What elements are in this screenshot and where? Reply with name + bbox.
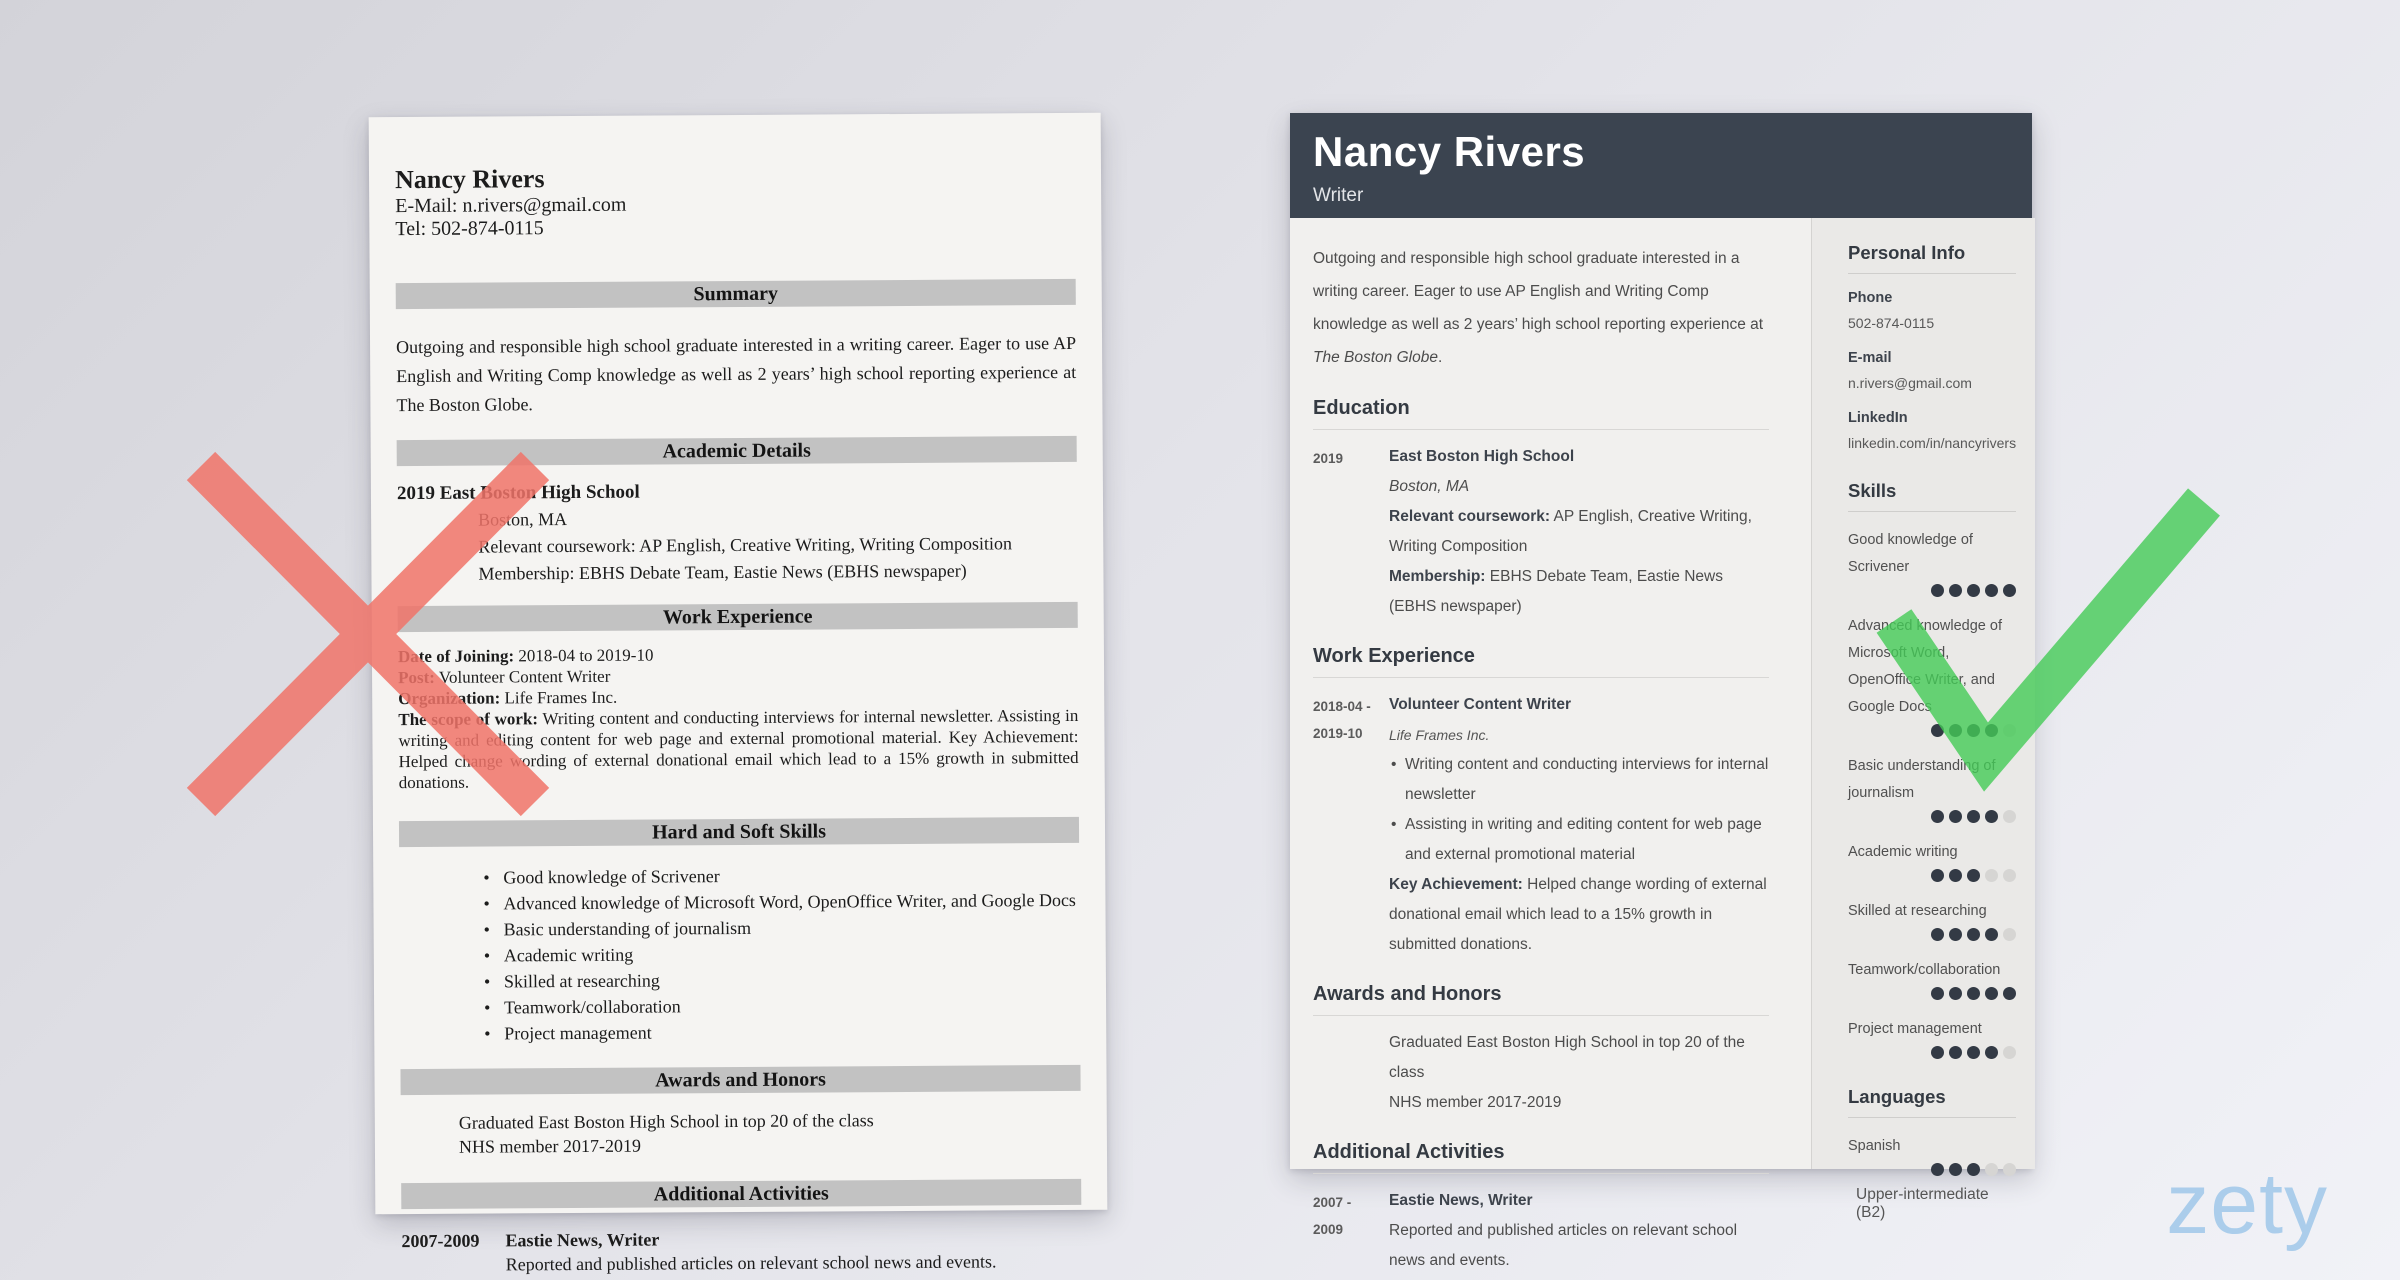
- bad-resume-contact: [395, 191, 1075, 241]
- award-line: Graduated East Boston High School in top 20 of the class: [458, 1110, 874, 1133]
- education-school: East Boston High School: [1389, 448, 1575, 465]
- skills-list: [1848, 527, 2016, 1060]
- good-resume-page: [1290, 113, 2032, 1269]
- skill-item: [1848, 613, 2016, 738]
- dot-empty: [2003, 1046, 2016, 1059]
- skill-item: [1848, 753, 2016, 824]
- section-heading-awards-honors: Awards and Honors: [1313, 983, 1769, 1016]
- section-bar-academic-details: Academic Details: [397, 436, 1077, 466]
- field-value: 502-874-0115: [1848, 315, 1935, 331]
- dot-filled: [1967, 1046, 1980, 1059]
- dot-filled: [1985, 987, 1998, 1000]
- activities-entry: [1313, 1186, 1769, 1276]
- work-bullet-item: • Writing content and conducting interviews for internal newsletter: [1389, 750, 1769, 810]
- bad-work-block: [398, 642, 1079, 793]
- education-entry: [1313, 442, 1769, 622]
- languages-list: [1848, 1133, 2016, 1222]
- skill-item: [1848, 957, 2016, 1001]
- language-level-dots: [1848, 1163, 2016, 1177]
- dot-filled: [1931, 810, 1944, 823]
- section-bar-summary: Summary: [396, 279, 1076, 309]
- field-value: n.rivers@gmail.com: [1848, 375, 1972, 391]
- dot-filled: [2003, 584, 2016, 597]
- activities-dates: 2007 - 2009: [1313, 1195, 1352, 1237]
- work-detail-row: Organization: Life Frames Inc.: [398, 687, 618, 709]
- skill-bullet-item: • Basic understanding of journalism: [400, 913, 1080, 943]
- awards-entry: [1313, 1028, 1769, 1118]
- skill-level-dots: [1848, 869, 2016, 883]
- skill-item: [1848, 839, 2016, 883]
- skill-level-dots: [1848, 584, 2016, 598]
- activity-description: Reported and published articles on relevant school news and events.: [505, 1251, 997, 1275]
- skill-level-dots: [1848, 1046, 2016, 1060]
- dot-filled: [1949, 810, 1962, 823]
- dot-filled: [1967, 810, 1980, 823]
- dot-filled: [1985, 1046, 1998, 1059]
- skill-bullet-item: • Advanced knowledge of Microsoft Word, OpenOffice Writer, and Google Docs: [399, 887, 1079, 917]
- dot-empty: [2003, 810, 2016, 823]
- sidebar-heading-personal-info: Personal Info: [1848, 242, 2016, 274]
- resume-header: [1290, 113, 2032, 218]
- section-bar-awards-honors: Awards and Honors: [400, 1065, 1080, 1095]
- section-bar-work-experience: Work Experience: [398, 602, 1078, 632]
- skill-level-dots: [1848, 810, 2016, 824]
- dot-filled: [1931, 869, 1944, 882]
- dot-filled: [1931, 1046, 1944, 1059]
- dot-filled: [1967, 987, 1980, 1000]
- skill-level-dots: [1848, 724, 2016, 738]
- bad-resume-page: [369, 113, 1108, 1275]
- dot-filled: [1949, 724, 1962, 737]
- work-detail-row: Date of Joining: 2018-04 to 2019-10: [397, 645, 654, 667]
- dot-filled: [1949, 987, 1962, 1000]
- education-location: Boston, MA: [1389, 478, 1470, 495]
- resume-sidebar: [1811, 218, 2035, 1221]
- field-label: Phone: [1848, 290, 1893, 306]
- dot-filled: [1967, 584, 1980, 597]
- bad-skills-list: [399, 861, 1080, 1047]
- work-achievement: Key Achievement: Helped change wording of external donational email which lead to a 15% growth in submitted donations.: [1389, 876, 1767, 953]
- skill-bullet-item: • Skilled at researching: [400, 965, 1080, 995]
- language-level-label: Upper-intermediate (B2): [1856, 1186, 1989, 1221]
- dot-filled: [1985, 810, 1998, 823]
- skill-name: Advanced knowledge of Microsoft Word, OpenOffice Writer, and Google Docs: [1848, 618, 2002, 715]
- dot-filled: [1967, 869, 1980, 882]
- language-item: [1848, 1133, 2016, 1222]
- work-company: Life Frames Inc.: [1389, 727, 1490, 743]
- skill-bullet-item: • Project management: [400, 1017, 1080, 1047]
- personal-info-field: [1848, 347, 2016, 394]
- field-value: linkedin.com/in/nancyrivers: [1848, 435, 2017, 451]
- education-date: 2019: [1313, 451, 1344, 466]
- personal-info-field: [1848, 287, 2016, 334]
- skill-bullet-item: • Academic writing: [400, 939, 1080, 969]
- sidebar-heading-languages: Languages: [1848, 1086, 2016, 1118]
- work-role: Volunteer Content Writer: [1389, 696, 1571, 713]
- dot-filled: [1931, 724, 1944, 737]
- skill-name: Project management: [1848, 1021, 1982, 1037]
- field-label: LinkedIn: [1848, 410, 1908, 426]
- section-bar-additional-activities: Additional Activities: [401, 1179, 1081, 1209]
- dot-filled: [1985, 724, 1998, 737]
- dot-filled: [1931, 987, 1944, 1000]
- good-summary-text: Outgoing and responsible high school graduate interested in a writing career. Eager to use AP English and Writing Comp knowledge as well as 2 years’ high school reporting experience at The Boston Globe.: [1313, 250, 1764, 366]
- skill-item: [1848, 527, 2016, 598]
- contact-line: Tel: 502-874-0115: [395, 217, 544, 241]
- skill-item: [1848, 898, 2016, 942]
- section-heading-additional-activities: Additional Activities: [1313, 1141, 1769, 1174]
- dot-empty: [2003, 928, 2016, 941]
- dot-filled: [1985, 584, 1998, 597]
- bad-school-line: 2019 East Boston High School: [396, 481, 640, 505]
- dot-filled: [1949, 869, 1962, 882]
- dot-empty: [2003, 724, 2016, 737]
- language-name: Spanish: [1848, 1138, 1901, 1154]
- field-label: E-mail: [1848, 350, 1892, 366]
- skill-level-dots: [1848, 987, 2016, 1001]
- bad-awards-list: [401, 1107, 1081, 1159]
- skill-item: [1848, 1016, 2016, 1060]
- dot-filled: [1967, 1163, 1980, 1176]
- dot-empty: [2003, 1163, 2016, 1176]
- bad-resume-name: Nancy Rivers: [394, 164, 545, 195]
- awards-lines: [1389, 1028, 1769, 1118]
- section-bar-hard-soft-skills: Hard and Soft Skills: [399, 817, 1079, 847]
- resume-main-column: [1290, 218, 1811, 1269]
- dot-empty: [1985, 1163, 1998, 1176]
- dot-empty: [1985, 869, 1998, 882]
- work-detail-row: Post: Volunteer Content Writer: [398, 666, 611, 688]
- award-line: Graduated East Boston High School in top 20 of the class: [1389, 1034, 1745, 1081]
- bad-summary-text: Outgoing and responsible high school graduate interested in a writing career. Eager to use AP English and Writing Comp knowledge as well as 2 years’ high school reporting experience at The Boston Globe.: [395, 332, 1077, 416]
- dot-filled: [1949, 584, 1962, 597]
- dot-filled: [2003, 987, 2016, 1000]
- award-line: NHS member 2017-2019: [458, 1135, 641, 1157]
- dot-filled: [1931, 584, 1944, 597]
- zety-logo: zety: [2166, 1156, 2328, 1252]
- activity-role: Eastie News, Writer: [505, 1229, 660, 1251]
- dot-filled: [1949, 928, 1962, 941]
- skill-bullet-item: • Teamwork/collaboration: [400, 991, 1080, 1021]
- education-coursework: Relevant coursework: AP English, Creative Writing, Writing Composition: [1389, 508, 1752, 555]
- work-bullet-list: [1389, 750, 1769, 870]
- dot-filled: [1931, 1163, 1944, 1176]
- personal-info-field: [1848, 407, 2016, 454]
- dot-filled: [1949, 1046, 1962, 1059]
- dot-filled: [1985, 928, 1998, 941]
- section-heading-work-experience: Work Experience: [1313, 645, 1769, 678]
- bad-activity-entry: [401, 1225, 1081, 1277]
- activities-role: Eastie News, Writer: [1389, 1192, 1533, 1209]
- contact-line: E-Mail: n.rivers@gmail.com: [395, 193, 627, 218]
- dot-empty: [2003, 869, 2016, 882]
- skill-name: Basic understanding of journalism: [1848, 758, 1996, 801]
- sidebar-heading-skills: Skills: [1848, 480, 2016, 512]
- dot-filled: [1967, 724, 1980, 737]
- good-resume-job-title: Writer: [1313, 185, 1364, 206]
- section-heading-education: Education: [1313, 397, 1769, 430]
- skill-name: Skilled at researching: [1848, 903, 1987, 919]
- bad-school-coursework: Relevant coursework: AP English, Creative Writing, Writing Composition: [478, 533, 1013, 557]
- activity-date: 2007-2009: [401, 1230, 480, 1252]
- dot-filled: [1967, 928, 1980, 941]
- bad-school-location: Boston, MA: [478, 509, 568, 530]
- work-entry: [1313, 690, 1769, 960]
- award-line: NHS member 2017-2019: [1389, 1094, 1562, 1111]
- personal-info-fields: [1848, 287, 2016, 454]
- skill-bullet-item: • Good knowledge of Scrivener: [399, 861, 1079, 891]
- work-dates: 2018-04 - 2019-10: [1313, 699, 1371, 741]
- good-resume-name: Nancy Rivers: [1313, 128, 1586, 175]
- bad-scope-of-work: The scope of work: Writing content and conducting interviews for internal newsletter. Assisting in writing and editing content for web page and external promotional material. Key Achievement: Helped change wording of external donational email which lead to a 15% growth in submitted donations.: [398, 705, 1079, 793]
- work-bullet-item: • Assisting in writing and editing content for web page and external promotional material: [1389, 810, 1769, 870]
- activities-description: Reported and published articles on relevant school news and events.: [1389, 1222, 1738, 1269]
- dot-filled: [1931, 928, 1944, 941]
- skill-name: Teamwork/collaboration: [1848, 962, 2001, 978]
- education-membership: Membership: EBHS Debate Team, Eastie News (EBHS newspaper): [1389, 568, 1723, 615]
- bad-school-membership: Membership: EBHS Debate Team, Eastie News (EBHS newspaper): [478, 560, 967, 584]
- skill-level-dots: [1848, 928, 2016, 942]
- skill-name: Academic writing: [1848, 844, 1958, 860]
- dot-filled: [1949, 1163, 1962, 1176]
- skill-name: Good knowledge of Scrivener: [1848, 532, 1973, 575]
